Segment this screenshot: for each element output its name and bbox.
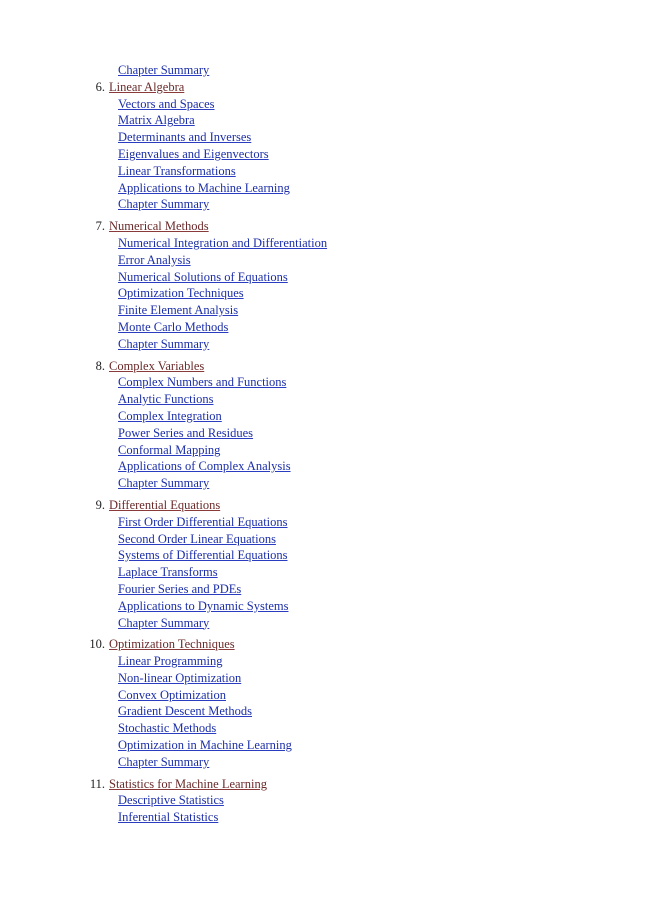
section-link-descriptive-statistics[interactable]: Descriptive Statistics bbox=[118, 793, 224, 808]
section-item bbox=[0, 196, 660, 213]
section-list bbox=[0, 792, 660, 826]
section-list bbox=[0, 374, 660, 492]
section-link-convex-optimization[interactable]: Convex Optimization bbox=[118, 687, 226, 702]
section-link-applications-of-complex-analysis[interactable]: Applications of Complex Analysis bbox=[118, 459, 291, 474]
section-link-finite-element-analysis[interactable]: Finite Element Analysis bbox=[118, 303, 239, 318]
chapter-link-statistics-for-machine-learning[interactable]: Statistics for Machine Learning bbox=[109, 776, 267, 791]
chapter-entry bbox=[0, 358, 660, 492]
section-item bbox=[0, 391, 660, 408]
chapter-entry bbox=[0, 218, 660, 352]
chapter-heading bbox=[0, 497, 660, 514]
section-item bbox=[0, 792, 660, 809]
section-link-laplace-transforms[interactable]: Laplace Transforms bbox=[118, 565, 218, 580]
chapter-number: 6. bbox=[95, 79, 105, 94]
section-link-chapter-summary[interactable]: Chapter Summary bbox=[118, 197, 210, 212]
section-item bbox=[0, 720, 660, 737]
section-link-fourier-series-and-pdes[interactable]: Fourier Series and PDEs bbox=[118, 581, 242, 596]
section-item bbox=[0, 129, 660, 146]
section-item bbox=[0, 112, 660, 129]
chapter-number: 9. bbox=[95, 497, 105, 512]
section-item bbox=[0, 653, 660, 670]
section-item bbox=[0, 62, 660, 79]
section-item bbox=[0, 235, 660, 252]
section-link-applications-to-dynamic-systems[interactable]: Applications to Dynamic Systems bbox=[118, 598, 289, 613]
chapter-list bbox=[0, 79, 660, 826]
section-link-linear-transformations[interactable]: Linear Transformations bbox=[118, 163, 236, 178]
section-item bbox=[0, 374, 660, 391]
section-item bbox=[0, 180, 660, 197]
chapter-heading bbox=[0, 79, 660, 96]
chapter-number: 11. bbox=[89, 776, 105, 791]
section-link-vectors-and-spaces[interactable]: Vectors and Spaces bbox=[118, 96, 215, 111]
section-link-optimization-techniques[interactable]: Optimization Techniques bbox=[118, 286, 244, 301]
chapter-link-linear-algebra[interactable]: Linear Algebra bbox=[109, 79, 185, 94]
chapter-heading bbox=[0, 776, 660, 793]
section-item bbox=[0, 96, 660, 113]
section-link-eigenvalues-and-eigenvectors[interactable]: Eigenvalues and Eigenvectors bbox=[118, 146, 269, 161]
section-link-stochastic-methods[interactable]: Stochastic Methods bbox=[118, 721, 217, 736]
section-link-numerical-integration-and-differentiation[interactable]: Numerical Integration and Differentiation bbox=[118, 235, 328, 250]
section-item bbox=[0, 269, 660, 286]
chapter-number: 8. bbox=[95, 358, 105, 373]
section-item bbox=[0, 458, 660, 475]
chapter-number: 7. bbox=[95, 219, 105, 234]
chapter-entry bbox=[0, 636, 660, 770]
section-item bbox=[0, 475, 660, 492]
section-link-numerical-solutions-of-equations[interactable]: Numerical Solutions of Equations bbox=[118, 269, 288, 284]
chapter-heading bbox=[0, 358, 660, 375]
section-link-chapter-summary[interactable]: Chapter Summary bbox=[118, 63, 210, 77]
section-link-inferential-statistics[interactable]: Inferential Statistics bbox=[118, 810, 219, 825]
chapter-entry bbox=[0, 776, 660, 826]
section-link-error-analysis[interactable]: Error Analysis bbox=[118, 252, 191, 267]
chapter-link-optimization-techniques[interactable]: Optimization Techniques bbox=[109, 637, 235, 652]
section-item bbox=[0, 336, 660, 353]
chapter-heading bbox=[0, 636, 660, 653]
section-link-analytic-functions[interactable]: Analytic Functions bbox=[118, 392, 214, 407]
chapter-entry bbox=[0, 497, 660, 631]
section-link-complex-integration[interactable]: Complex Integration bbox=[118, 408, 222, 423]
section-link-conformal-mapping[interactable]: Conformal Mapping bbox=[118, 442, 221, 457]
chapter-number: 10. bbox=[89, 637, 105, 652]
section-item bbox=[0, 547, 660, 564]
section-item bbox=[0, 146, 660, 163]
section-link-systems-of-differential-equations[interactable]: Systems of Differential Equations bbox=[118, 548, 288, 563]
section-item bbox=[0, 531, 660, 548]
section-link-chapter-summary[interactable]: Chapter Summary bbox=[118, 615, 210, 630]
section-item bbox=[0, 581, 660, 598]
section-item bbox=[0, 737, 660, 754]
section-list bbox=[0, 96, 660, 214]
section-link-applications-to-machine-learning[interactable]: Applications to Machine Learning bbox=[118, 180, 290, 195]
chapter-link-differential-equations[interactable]: Differential Equations bbox=[109, 497, 221, 512]
section-link-chapter-summary[interactable]: Chapter Summary bbox=[118, 476, 210, 491]
section-item bbox=[0, 285, 660, 302]
section-link-first-order-differential-equations[interactable]: First Order Differential Equations bbox=[118, 514, 288, 529]
prelude-section-list bbox=[0, 62, 660, 79]
section-item bbox=[0, 670, 660, 687]
section-link-chapter-summary[interactable]: Chapter Summary bbox=[118, 336, 210, 351]
section-item bbox=[0, 754, 660, 771]
section-link-monte-carlo-methods[interactable]: Monte Carlo Methods bbox=[118, 319, 229, 334]
section-link-non-linear-optimization[interactable]: Non-linear Optimization bbox=[118, 670, 242, 685]
section-link-matrix-algebra[interactable]: Matrix Algebra bbox=[118, 113, 195, 128]
section-item bbox=[0, 809, 660, 826]
section-item bbox=[0, 408, 660, 425]
section-item bbox=[0, 425, 660, 442]
chapter-link-numerical-methods[interactable]: Numerical Methods bbox=[109, 219, 209, 234]
section-item bbox=[0, 163, 660, 180]
section-list bbox=[0, 235, 660, 353]
section-item bbox=[0, 598, 660, 615]
section-item bbox=[0, 252, 660, 269]
section-link-chapter-summary[interactable]: Chapter Summary bbox=[118, 754, 210, 769]
section-item bbox=[0, 319, 660, 336]
section-link-power-series-and-residues[interactable]: Power Series and Residues bbox=[118, 425, 254, 440]
chapter-heading bbox=[0, 218, 660, 235]
section-link-complex-numbers-and-functions[interactable]: Complex Numbers and Functions bbox=[118, 375, 287, 390]
section-link-gradient-descent-methods[interactable]: Gradient Descent Methods bbox=[118, 704, 252, 719]
section-item bbox=[0, 442, 660, 459]
section-link-optimization-in-machine-learning[interactable]: Optimization in Machine Learning bbox=[118, 738, 292, 753]
section-item bbox=[0, 302, 660, 319]
section-item bbox=[0, 615, 660, 632]
section-link-determinants-and-inverses[interactable]: Determinants and Inverses bbox=[118, 130, 252, 145]
section-item bbox=[0, 687, 660, 704]
chapter-entry bbox=[0, 79, 660, 213]
section-link-second-order-linear-equations[interactable]: Second Order Linear Equations bbox=[118, 531, 276, 546]
chapter-link-complex-variables[interactable]: Complex Variables bbox=[109, 358, 205, 373]
section-item bbox=[0, 514, 660, 531]
table-of-contents bbox=[0, 62, 660, 831]
section-link-linear-programming[interactable]: Linear Programming bbox=[118, 654, 223, 669]
section-list bbox=[0, 653, 660, 771]
section-list bbox=[0, 514, 660, 632]
section-item bbox=[0, 564, 660, 581]
section-item bbox=[0, 703, 660, 720]
